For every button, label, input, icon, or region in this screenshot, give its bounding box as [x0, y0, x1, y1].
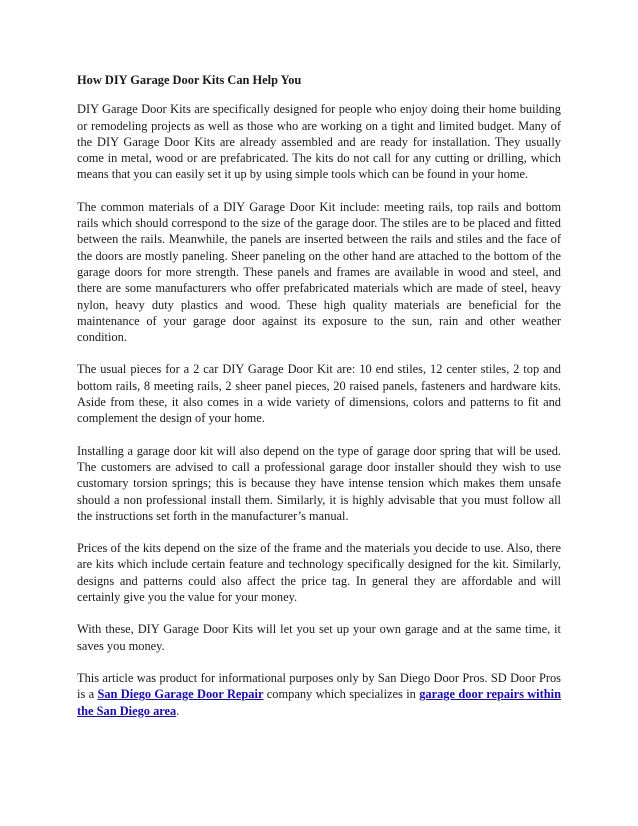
closing-text-middle: company which specializes in: [263, 687, 420, 702]
paragraph-intro: DIY Garage Door Kits are specifically designed for people who enjoy doing their home building or remodeling projects as well as those who are working on a tight and limited budget. Many of the DIY Garage Door Kits are already assembled and are ready for installation. They usually come in metal, wood or are prefabricated. The kits do not call for any cutting or drilling, which means that you can easily set it up by using simple tools which can be found in your home.: [77, 102, 561, 182]
paragraph-materials: The common materials of a DIY Garage Door Kit include: meeting rails, top rails and bottom rails which should correspond to the size of the garage door. The stiles are to be placed and fitted between the rails. Meanwhile, the panels are inserted between the rails and stiles and the face of the doors are mostly paneling. Sheer paneling on the other hand are attached to the bottom of the garage doors for more strength. These panels and frames are available in wood and steel, and there are some manufacturers who offer prefabricated materials which are made of steel, heavy nylon, heavy duty plastics and wood. These high quality materials are beneficial for the maintenance of your garage door against its exposure to the sun, rain and other weather condition.: [77, 199, 561, 345]
closing-text-before: This article was product for informational purposes only by San Diego Door Pros. SD Door Pros is a: [77, 670, 561, 702]
paragraph-closing: [77, 670, 561, 719]
paragraph-prices: Prices of the kits depend on the size of the frame and the materials you decide to use. Also, there are kits which include certain feature and technology specifically designed for the kit. Similarly, designs and patterns could also affect the price tag. In general they are affordable and will certainly give you the value for your money.: [77, 541, 561, 605]
paragraph-conclusion: With these, DIY Garage Door Kits will let you set up your own garage and at the same time, it saves you money.: [77, 622, 561, 653]
closing-text-after: .: [176, 703, 180, 718]
paragraph-installing: Installing a garage door kit will also depend on the type of garage door spring that will be used. The customers are advised to call a professional garage door installer should they wish to use customary torsion springs; this is because they have intense tension which makes them unsafe should a non professional install them. Similarly, it is highly advisable that you must follow all the instructions set forth in the manufacturer’s manual.: [77, 443, 561, 523]
paragraph-pieces: The usual pieces for a 2 car DIY Garage Door Kit are: 10 end stiles, 12 center stiles, 2 top and bottom rails, 8 meeting rails, 2 sheer panel pieces, 20 raised panels, fasteners and hardware kits. Aside from these, it also comes in a wide variety of dimensions, colors and patterns to fit and complement the design of your home.: [77, 362, 561, 426]
san-diego-garage-door-repair-link[interactable]: San Diego Garage Door Repair: [97, 687, 264, 702]
garage-door-repairs-link[interactable]: garage door repairs within the San Diego area: [77, 687, 561, 718]
article-title: How DIY Garage Door Kits Can Help You: [77, 73, 302, 87]
document-page: [77, 72, 561, 735]
